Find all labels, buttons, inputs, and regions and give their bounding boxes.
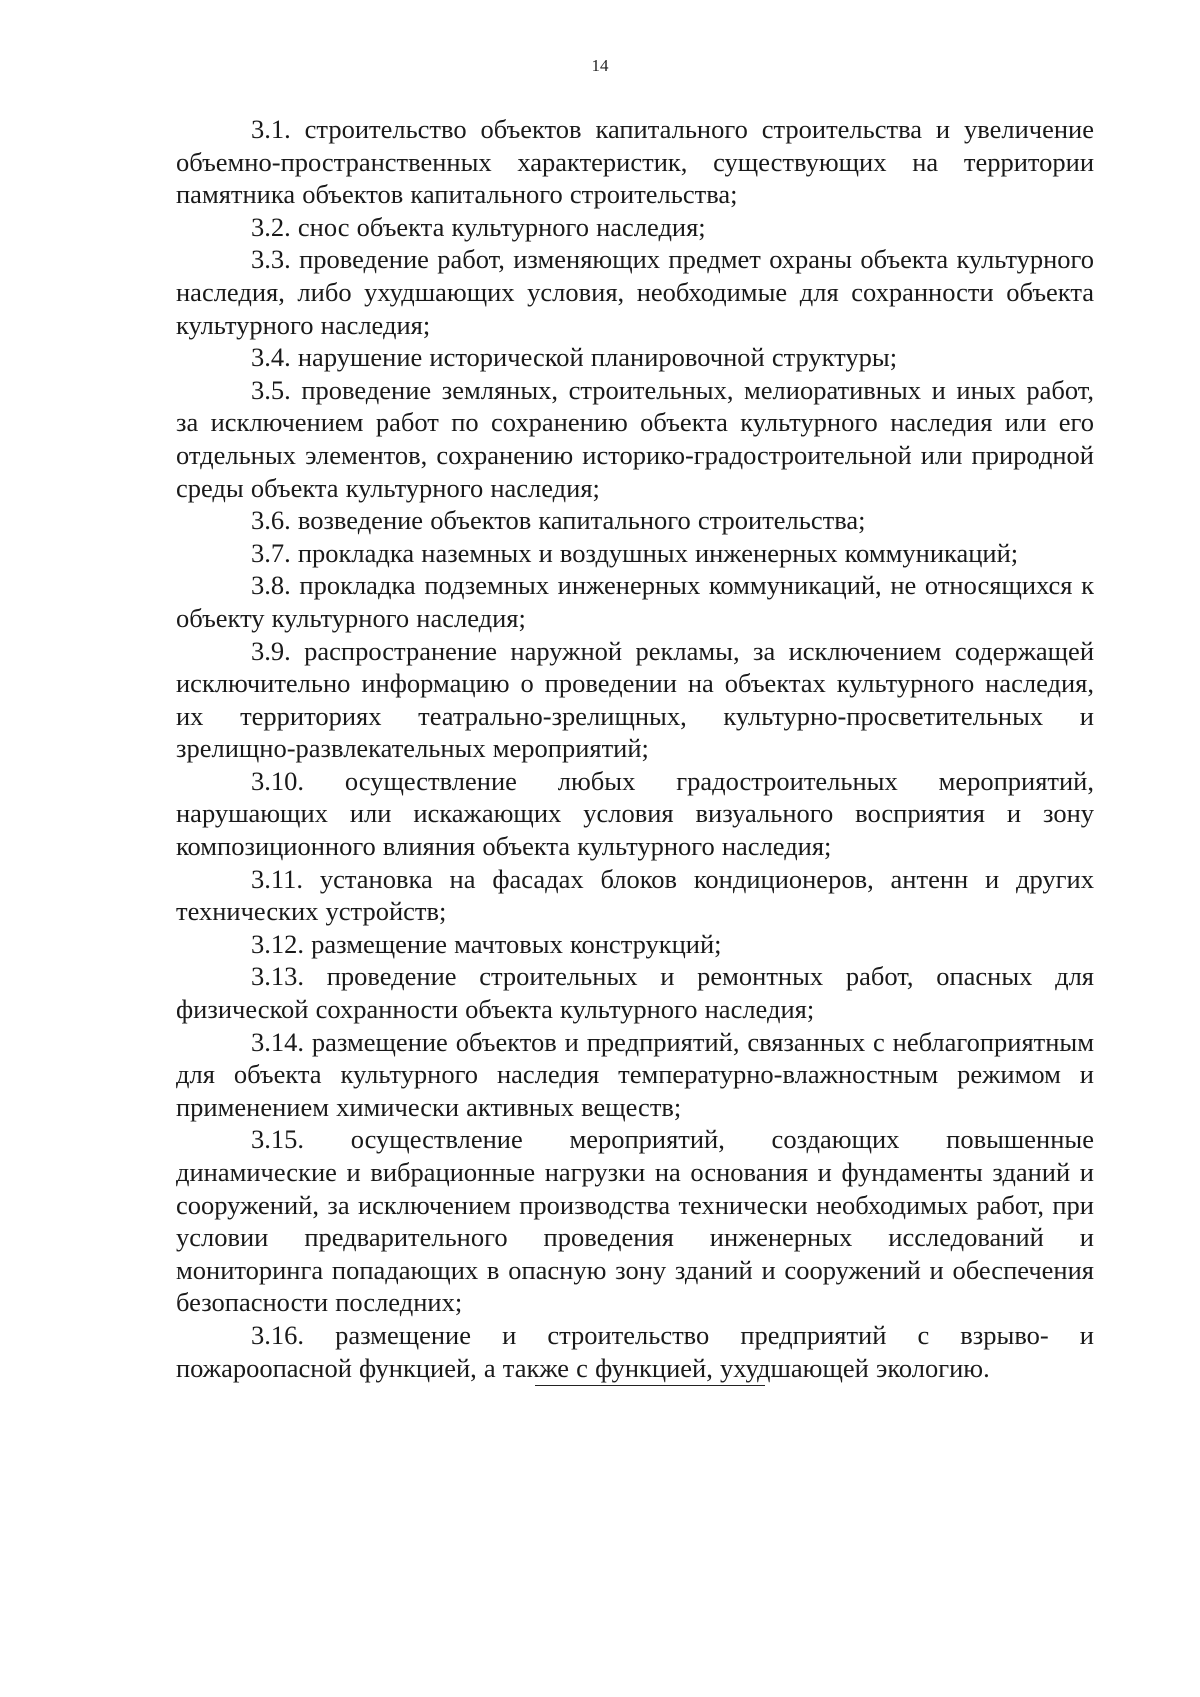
list-item-3-9: 3.9. распространение наружной рекламы, за исключением содержащей исключительно информацию о проведении на объектах культурного наследия, их территориях театрально-зрелищных, культурно-просветительных и зрелищно-развлекательных мероприятий;	[176, 635, 1094, 764]
end-of-text-divider	[535, 1385, 765, 1386]
list-item-3-5: 3.5. проведение земляных, строительных, мелиоративных и иных работ, за исключением работ по сохранению объекта культурного наследия или его отдельных элементов, сохранению историко-градостроительной или природной среды объекта культурного наследия;	[176, 374, 1094, 503]
list-item-3-6: 3.6. возведение объектов капитального строительства;	[251, 505, 866, 536]
list-item-3-15: 3.15. осуществление мероприятий, создающих повышенные динамические и вибрационные нагрузки на основания и фундаменты зданий и сооружений, за исключением производства технически необходимых работ, при условии предварительного проведения инженерных исследований и мониторинга попадающих в опасную зону зданий и сооружений и обеспечения безопасности последних;	[176, 1124, 1094, 1318]
list-item-3-14: 3.14. размещение объектов и предприятий, связанных с неблагоприятным для объекта культурного наследия температурно-влажностным режимом и применением химически активных веществ;	[176, 1026, 1094, 1122]
list-item-3-8: 3.8. прокладка подземных инженерных коммуникаций, не относящихся к объекту культурного наследия;	[176, 570, 1094, 633]
page-number: 14	[591, 56, 609, 75]
list-item-3-4: 3.4. нарушение исторической планировочной структуры;	[251, 342, 898, 373]
list-item-3-16: 3.16. размещение и строительство предприятий с взрыво- и пожароопасной функцией, а также с функцией, ухудшающей экологию.	[176, 1319, 1094, 1383]
list-item-3-12: 3.12. размещение мачтовых конструкций;	[251, 928, 722, 959]
list-item-3-7: 3.7. прокладка наземных и воздушных инженерных коммуникаций;	[251, 537, 1019, 568]
list-item-3-10: 3.10. осуществление любых градостроительных мероприятий, нарушающих или искажающих условия визуального восприятия и зону композиционного влияния объекта культурного наследия;	[176, 765, 1094, 862]
list-item-3-3: 3.3. проведение работ, изменяющих предмет охраны объекта культурного наследия, либо ухудшающих условия, необходимые для сохранности объекта культурного наследия;	[176, 244, 1094, 340]
list-item-3-13: 3.13. проведение строительных и ремонтных работ, опасных для физической сохранности объекта культурного наследия;	[176, 961, 1094, 1025]
list-item-3-2: 3.2. снос объекта культурного наследия;	[251, 211, 706, 242]
list-item-3-1: 3.1. строительство объектов капитального строительства и увеличение объемно-пространственных характеристик, существующих на территории памятника объектов капитального строительства;	[176, 114, 1094, 210]
restrictions-list	[176, 113, 1094, 1384]
list-item-3-11: 3.11. установка на фасадах блоков кондиционеров, антенн и других технических устройств;	[176, 863, 1094, 927]
